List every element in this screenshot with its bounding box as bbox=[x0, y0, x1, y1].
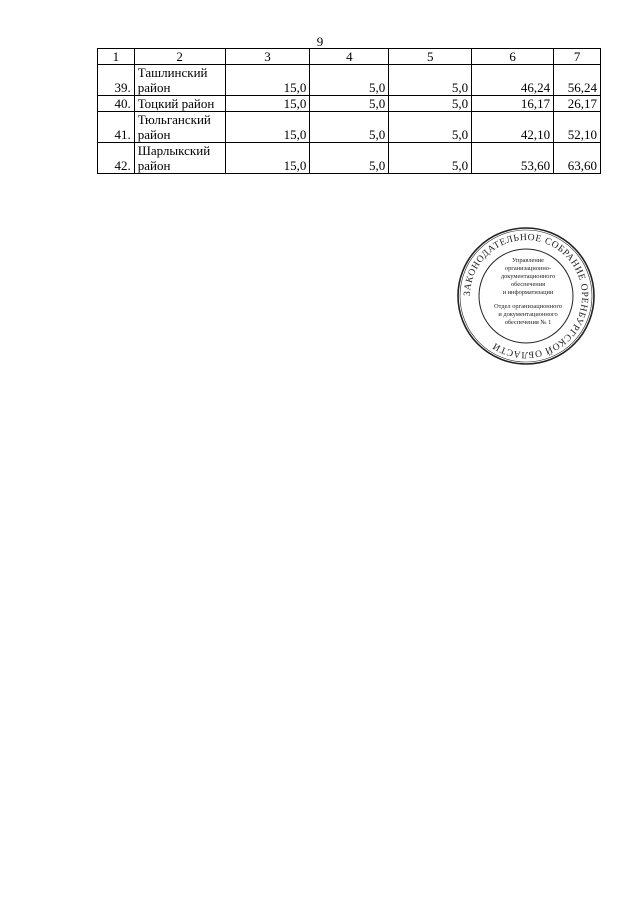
header-cell: 3 bbox=[225, 49, 310, 65]
cell-col5: 5,0 bbox=[389, 96, 472, 112]
header-cell: 5 bbox=[389, 49, 472, 65]
table-row bbox=[98, 112, 601, 143]
stamp-line: Управление bbox=[511, 257, 545, 264]
cell-col3: 15,0 bbox=[225, 143, 310, 174]
cell-col5: 5,0 bbox=[389, 143, 472, 174]
cell-col6: 42,10 bbox=[472, 112, 554, 143]
row-number: 41. bbox=[98, 112, 135, 143]
header-cell: 6 bbox=[472, 49, 554, 65]
cell-col6: 53,60 bbox=[472, 143, 554, 174]
header-cell: 2 bbox=[134, 49, 225, 65]
district-name-line2: район bbox=[137, 80, 171, 95]
table-header-row bbox=[98, 49, 601, 65]
data-table bbox=[97, 48, 601, 174]
row-number: 39. bbox=[98, 65, 135, 96]
district-name-line1: Ташлинский bbox=[137, 65, 208, 80]
district-name bbox=[134, 112, 225, 143]
page-number: 9 bbox=[316, 34, 324, 49]
stamp-seal-icon bbox=[456, 226, 596, 366]
district-name bbox=[134, 143, 225, 174]
table-row bbox=[98, 143, 601, 174]
cell-col3: 15,0 bbox=[225, 112, 310, 143]
cell-col6: 46,24 bbox=[472, 65, 554, 96]
stamp-line: обеспечения № 1 bbox=[504, 319, 552, 326]
cell-col7: 52,10 bbox=[554, 112, 601, 143]
district-name-line1: Тюльганский bbox=[137, 112, 211, 127]
stamp-line: документационного bbox=[500, 273, 556, 280]
table-row bbox=[98, 96, 601, 112]
cell-col4: 5,0 bbox=[310, 96, 389, 112]
row-number: 42. bbox=[98, 143, 135, 174]
cell-col3: 15,0 bbox=[225, 65, 310, 96]
cell-col5: 5,0 bbox=[389, 65, 472, 96]
stamp-line: и документационного bbox=[498, 311, 558, 318]
stamp-line: Отдел организационного bbox=[494, 303, 562, 310]
cell-col6: 16,17 bbox=[472, 96, 554, 112]
stamp-line: и информатизации bbox=[502, 289, 554, 296]
stamp-line: организационно- bbox=[504, 265, 552, 272]
cell-col7: 63,60 bbox=[554, 143, 601, 174]
stamp-ring-text: ЗАКОНОДАТЕЛЬНОЕ СОБРАНИЕ ОРЕНБУРГСКОЙ ОБЛАСТИ bbox=[461, 231, 591, 361]
district-name-line2: район bbox=[137, 127, 171, 142]
district-name bbox=[134, 96, 225, 112]
stamp-line: обеспечения bbox=[510, 281, 546, 288]
district-name-line2: Тоцкий район bbox=[137, 96, 215, 111]
header-cell: 4 bbox=[310, 49, 389, 65]
cell-col4: 5,0 bbox=[310, 143, 389, 174]
header-cell: 1 bbox=[98, 49, 135, 65]
cell-col4: 5,0 bbox=[310, 65, 389, 96]
district-name-line1: Шарлыкский bbox=[137, 143, 211, 158]
district-name-line2: район bbox=[137, 158, 171, 173]
cell-col7: 26,17 bbox=[554, 96, 601, 112]
cell-col7: 56,24 bbox=[554, 65, 601, 96]
cell-col5: 5,0 bbox=[389, 112, 472, 143]
cell-col3: 15,0 bbox=[225, 96, 310, 112]
cell-col4: 5,0 bbox=[310, 112, 389, 143]
table-row bbox=[98, 65, 601, 96]
official-stamp bbox=[456, 226, 596, 366]
district-name bbox=[134, 65, 225, 96]
row-number: 40. bbox=[98, 96, 135, 112]
header-cell: 7 bbox=[554, 49, 601, 65]
